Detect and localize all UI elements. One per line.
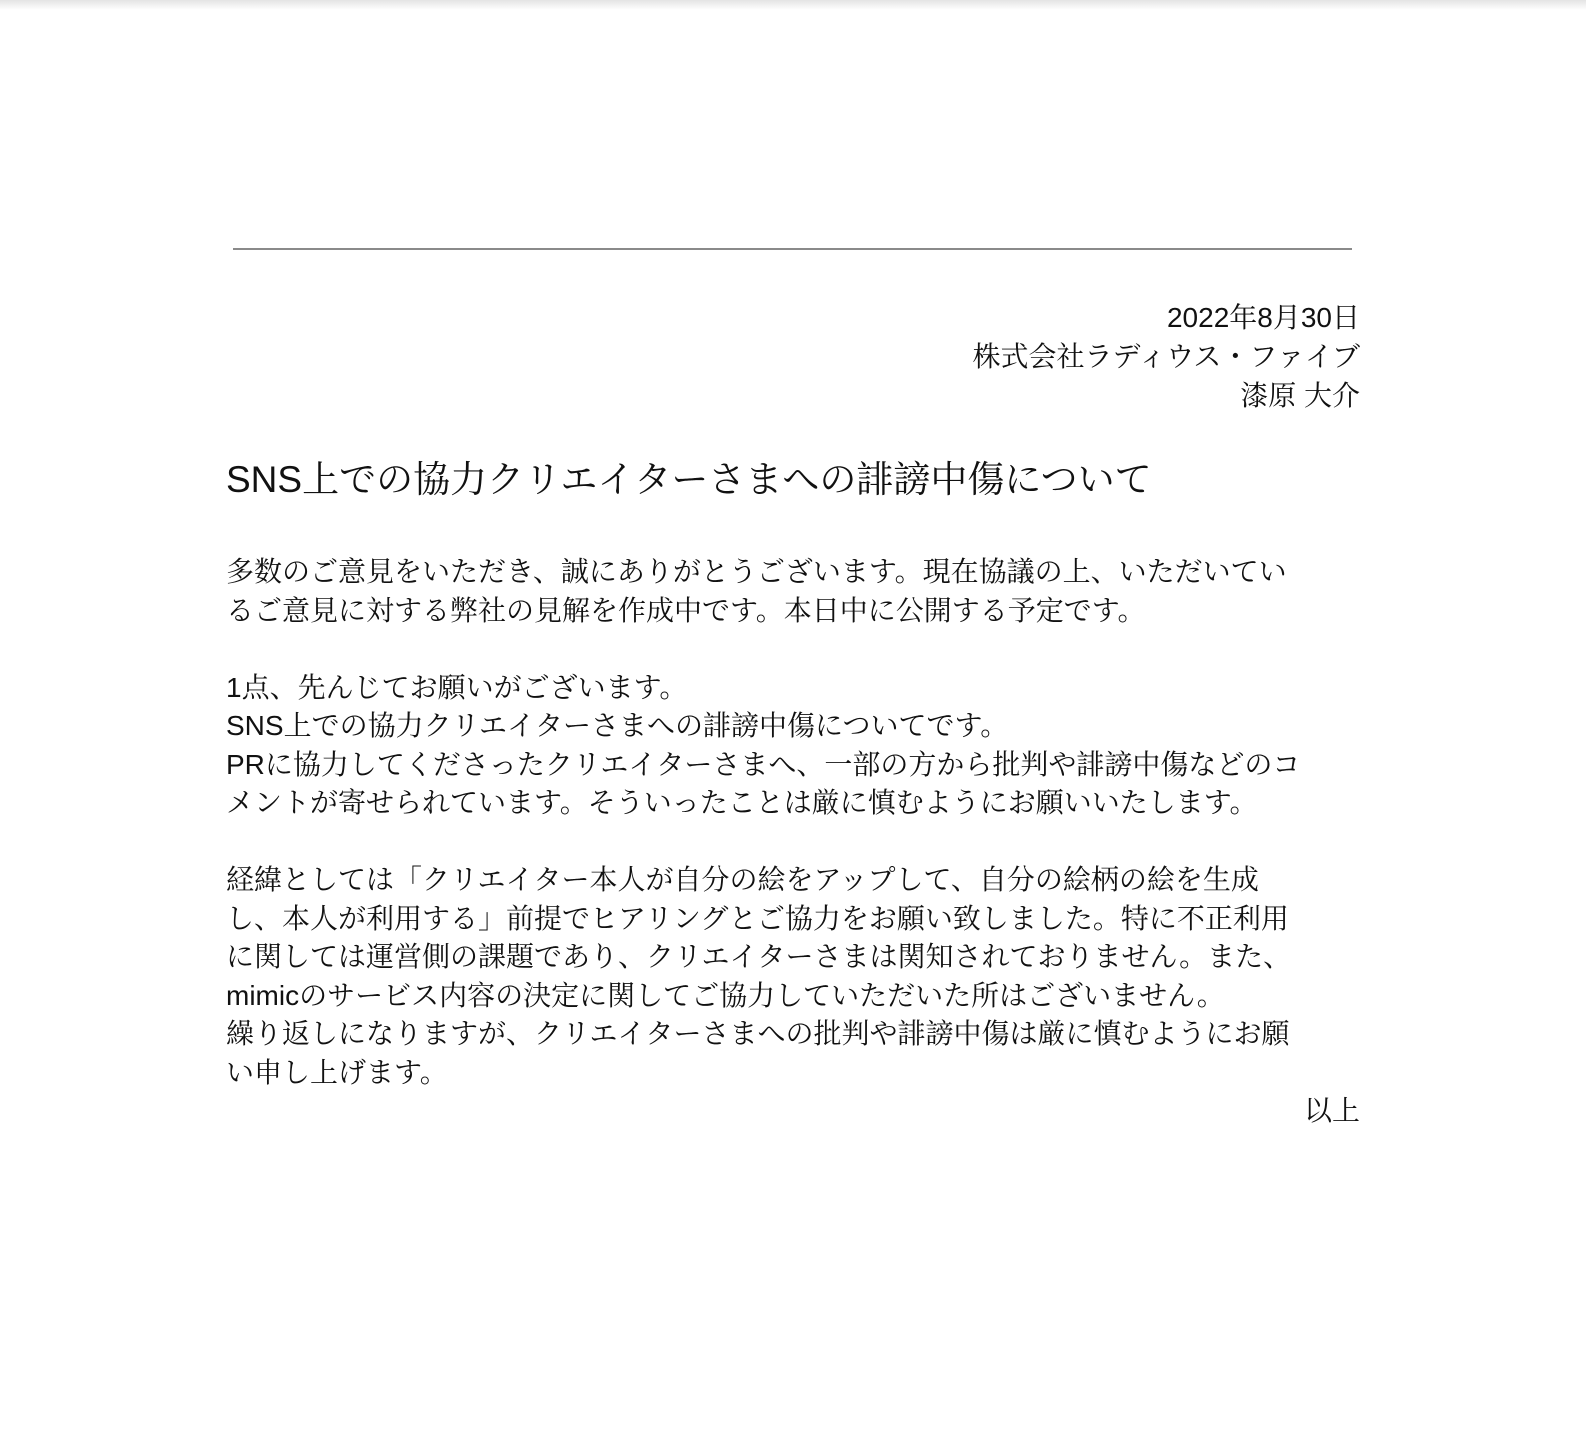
text-line: し、本人が利用する」前提でヒアリングとご協力をお願い致しました。特に不正利用 — [226, 902, 1289, 934]
text-line: 繰り返しになりますが、クリエイターさまへの批判や誹謗中傷は厳に慎むようにお願 — [226, 1018, 1290, 1049]
sender-block — [972, 298, 1360, 415]
paragraph-gap — [226, 823, 1360, 862]
text-line: い申し上げます。 — [226, 1056, 448, 1088]
text-line: に関しては運営側の課題であり、クリエイターさまは関知されておりません。また、 — [226, 941, 1292, 972]
text-line: PRに協力してくださったクリエイターさまへ、一部の方から批判や誹謗中傷などのコ — [226, 748, 1301, 780]
paragraph-2 — [226, 669, 1360, 823]
text-line: るご意見に対する弊社の見解を作成中です。本日中に公開する予定です。 — [226, 594, 1146, 626]
sender-name: 漆原 大介 — [1240, 380, 1360, 411]
page-top-shadow — [0, 0, 1586, 10]
text-line: 経緯としては「クリエイター本人が自分の絵をアップして、自分の絵柄の絵を生成 — [226, 864, 1259, 895]
document-date: 2022年8月30日 — [1166, 302, 1360, 333]
closing-remark: 以上 — [1303, 1095, 1360, 1126]
document-title: SNS上での協力クリエイターさまへの誹謗中傷について — [226, 459, 1152, 500]
document-body — [226, 553, 1360, 1092]
text-line: メントが寄せられています。そういったことは厳に慎むようにお願いいたします。 — [226, 787, 1258, 818]
header-rule — [233, 248, 1352, 250]
paragraph-3 — [226, 861, 1360, 1092]
text-line: mimicのサービス内容の決定に関してご協力していただいた所はございません。 — [226, 979, 1225, 1011]
text-line: SNS上での協力クリエイターさまへの誹謗中傷についてです。 — [226, 710, 1009, 741]
paragraph-gap — [226, 630, 1360, 669]
text-line: 多数のご意見をいただき、誠にありがとうございます。現在協議の上、いただいてい — [226, 556, 1287, 587]
paragraph-1 — [226, 553, 1360, 630]
text-line: 1点、先んじてお願いがございます。 — [226, 671, 688, 703]
company-name: 株式会社ラディウス・ファイブ — [972, 341, 1360, 372]
